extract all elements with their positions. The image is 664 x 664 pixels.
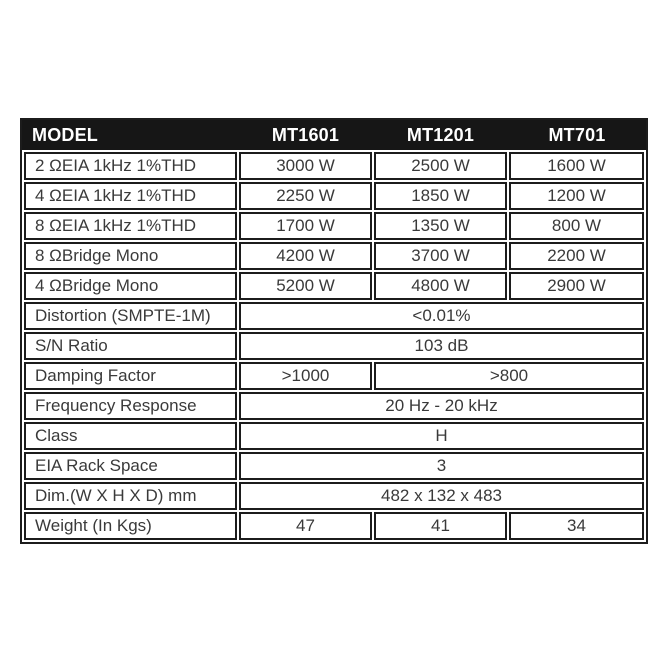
- row-value: 103 dB: [239, 332, 644, 360]
- row-value: <0.01%: [239, 302, 644, 330]
- table-row: [24, 302, 644, 330]
- table-header-row: [22, 120, 646, 150]
- row-value: >1000: [239, 362, 372, 390]
- row-value: 3: [239, 452, 644, 480]
- row-value: 34: [509, 512, 644, 540]
- row-value: 20 Hz - 20 kHz: [239, 392, 644, 420]
- row-label: 8 ΩEIA 1kHz 1%THD: [24, 212, 237, 240]
- table-row: [24, 512, 644, 540]
- spec-table-grid: [22, 150, 646, 542]
- row-value: 1200 W: [509, 182, 644, 210]
- row-value: 2900 W: [509, 272, 644, 300]
- row-label: 2 ΩEIA 1kHz 1%THD: [24, 152, 237, 180]
- row-value: 3700 W: [374, 242, 507, 270]
- row-value: H: [239, 422, 644, 450]
- row-value: 47: [239, 512, 372, 540]
- table-row: [24, 242, 644, 270]
- row-value: 2200 W: [509, 242, 644, 270]
- header-model-mt1201: MT1201: [406, 124, 475, 145]
- table-row: [24, 452, 644, 480]
- row-label: Class: [24, 422, 237, 450]
- header-model-mt701: MT701: [548, 124, 606, 145]
- row-value: 4200 W: [239, 242, 372, 270]
- row-label: 4 ΩEIA 1kHz 1%THD: [24, 182, 237, 210]
- row-value: 2250 W: [239, 182, 372, 210]
- row-value: 2500 W: [374, 152, 507, 180]
- row-value: 5200 W: [239, 272, 372, 300]
- row-value: 1350 W: [374, 212, 507, 240]
- row-label: EIA Rack Space: [24, 452, 237, 480]
- table-row: [24, 362, 644, 390]
- row-label: Damping Factor: [24, 362, 237, 390]
- row-label: Distortion (SMPTE-1M): [24, 302, 237, 330]
- row-value: 41: [374, 512, 507, 540]
- row-label: Dim.(W X H X D) mm: [24, 482, 237, 510]
- table-row: [24, 272, 644, 300]
- table-row: [24, 392, 644, 420]
- table-row: [24, 422, 644, 450]
- row-value: 482 x 132 x 483: [239, 482, 644, 510]
- row-label: 8 ΩBridge Mono: [24, 242, 237, 270]
- spec-table-body: [24, 152, 644, 540]
- table-row: [24, 152, 644, 180]
- row-label: Weight (In Kgs): [24, 512, 237, 540]
- row-label: S/N Ratio: [24, 332, 237, 360]
- header-model-mt1601: MT1601: [271, 124, 340, 145]
- table-row: [24, 332, 644, 360]
- row-value: 1700 W: [239, 212, 372, 240]
- header-model-label: MODEL: [32, 124, 98, 145]
- row-label: 4 ΩBridge Mono: [24, 272, 237, 300]
- row-value: 1600 W: [509, 152, 644, 180]
- table-row: [24, 212, 644, 240]
- table-row: [24, 482, 644, 510]
- row-value: >800: [374, 362, 644, 390]
- spec-table: [20, 118, 648, 544]
- row-value: 1850 W: [374, 182, 507, 210]
- row-value: 3000 W: [239, 152, 372, 180]
- row-label: Frequency Response: [24, 392, 237, 420]
- row-value: 800 W: [509, 212, 644, 240]
- row-value: 4800 W: [374, 272, 507, 300]
- table-row: [24, 182, 644, 210]
